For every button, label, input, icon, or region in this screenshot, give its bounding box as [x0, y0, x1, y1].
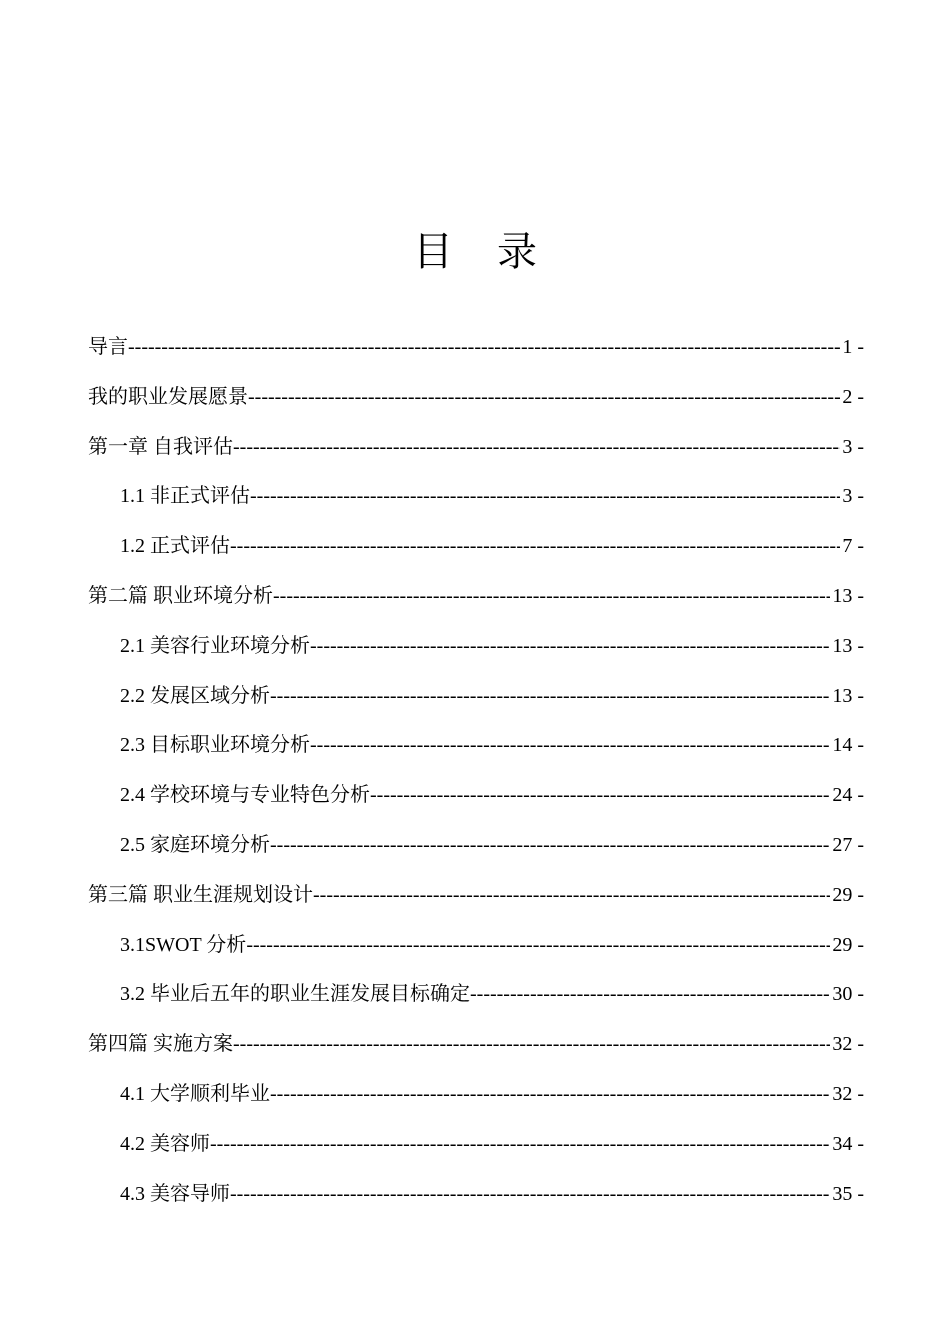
toc-dot-leader	[313, 871, 830, 921]
toc-page-number: 13 -	[832, 634, 864, 657]
title-char-2: 录	[497, 229, 537, 274]
toc-page-number: 2 -	[842, 385, 864, 408]
toc-entry[interactable]	[88, 821, 864, 871]
toc-entry-label: 3.1SWOT 分析	[120, 933, 247, 956]
toc-entry-label: 2.2 发展区域分析	[120, 684, 270, 707]
title-char-1: 目	[413, 229, 453, 274]
toc-page-number: 35 -	[832, 1182, 864, 1205]
toc-dot-leader	[370, 771, 830, 821]
toc-dot-leader	[230, 522, 840, 572]
toc-entry[interactable]	[88, 472, 864, 522]
toc-entry[interactable]	[88, 423, 864, 473]
toc-page-number: 34 -	[832, 1132, 864, 1155]
toc-entry-label: 2.5 家庭环境分析	[120, 833, 270, 856]
toc-entry-label: 4.3 美容导师	[120, 1182, 230, 1205]
page-title	[0, 224, 950, 280]
toc-entry-label: 第二篇 职业环境分析	[88, 584, 273, 607]
toc-page-number: 32 -	[832, 1082, 864, 1105]
toc-entry-label: 第一章 自我评估	[88, 435, 233, 458]
toc-page-number: 13 -	[832, 684, 864, 707]
toc-entry-label: 导言	[88, 336, 128, 358]
toc-page-number: 13 -	[832, 584, 864, 607]
toc-page-number: 30 -	[832, 983, 864, 1006]
toc-page-number: 3 -	[842, 485, 864, 508]
toc-entry-label: 4.2 美容师	[120, 1132, 210, 1155]
toc-dot-leader	[310, 622, 830, 672]
toc-entry-label: 2.4 学校环境与专业特色分析	[120, 784, 370, 807]
toc-page-number: 29 -	[832, 883, 864, 906]
toc-page-number: 24 -	[832, 784, 864, 807]
toc-entry[interactable]	[88, 921, 864, 971]
table-of-contents	[88, 323, 864, 1219]
toc-entry[interactable]	[88, 1070, 864, 1120]
toc-entry-label: 4.1 大学顺利毕业	[120, 1082, 270, 1105]
toc-page-number: 32 -	[832, 1033, 864, 1056]
toc-entry-label: 第四篇 实施方案	[88, 1033, 233, 1056]
toc-entry[interactable]	[88, 1170, 864, 1220]
toc-entry[interactable]	[88, 522, 864, 572]
toc-dot-leader	[210, 1120, 830, 1170]
toc-dot-leader	[270, 821, 830, 871]
toc-entry-label: 3.2 毕业后五年的职业生涯发展目标确定	[120, 983, 470, 1006]
toc-entry[interactable]	[88, 622, 864, 672]
toc-entry[interactable]	[88, 970, 864, 1020]
toc-page-number: 29 -	[832, 933, 864, 956]
toc-entry-label: 第三篇 职业生涯规划设计	[88, 883, 313, 906]
toc-entry[interactable]	[88, 721, 864, 771]
toc-entry[interactable]	[88, 323, 864, 373]
toc-dot-leader	[470, 970, 830, 1020]
toc-entry-label: 2.1 美容行业环境分析	[120, 634, 310, 657]
toc-dot-leader	[246, 921, 830, 971]
toc-entry[interactable]	[88, 1020, 864, 1070]
toc-page-number: 14 -	[832, 734, 864, 757]
toc-entry[interactable]	[88, 871, 864, 921]
toc-entry[interactable]	[88, 572, 864, 622]
toc-dot-leader	[248, 373, 840, 423]
toc-dot-leader	[310, 721, 830, 771]
toc-dot-leader	[128, 323, 840, 373]
toc-entry-label: 我的职业发展愿景	[88, 385, 248, 408]
toc-page-number: 3 -	[842, 435, 864, 458]
toc-entry-label: 1.1 非正式评估	[120, 485, 250, 508]
toc-dot-leader	[273, 572, 830, 622]
toc-entry[interactable]	[88, 672, 864, 722]
toc-page-number: 1 -	[842, 336, 864, 358]
toc-dot-leader	[233, 1020, 830, 1070]
toc-dot-leader	[233, 423, 840, 473]
toc-dot-leader	[270, 1070, 830, 1120]
toc-page-number: 7 -	[842, 535, 864, 558]
toc-entry[interactable]	[88, 771, 864, 821]
toc-entry[interactable]	[88, 373, 864, 423]
toc-dot-leader	[230, 1170, 830, 1220]
toc-entry[interactable]	[88, 1120, 864, 1170]
toc-entry-label: 2.3 目标职业环境分析	[120, 734, 310, 757]
toc-entry-label: 1.2 正式评估	[120, 535, 230, 558]
toc-dot-leader	[270, 672, 830, 722]
toc-dot-leader	[250, 472, 840, 522]
toc-page-number: 27 -	[832, 833, 864, 856]
